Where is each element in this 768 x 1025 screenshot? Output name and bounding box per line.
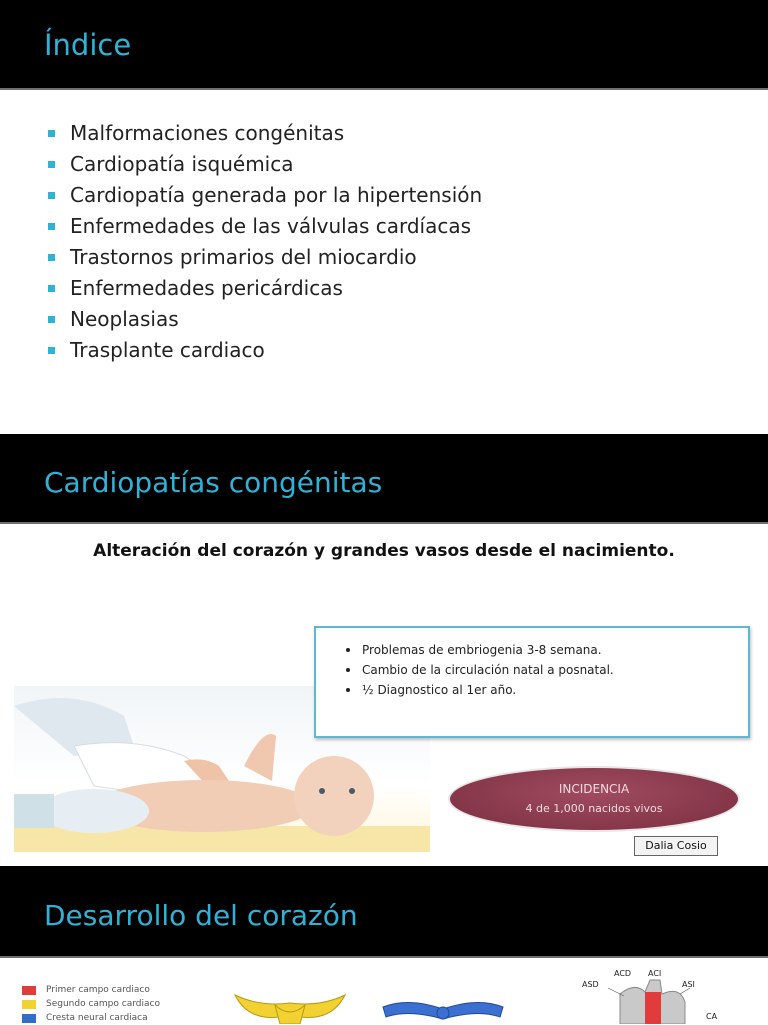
slide-3-title: Desarrollo del corazón — [44, 899, 358, 932]
list-item: Trasplante cardiaco — [48, 335, 482, 366]
incidence-badge — [448, 766, 740, 832]
bullet-square-icon — [48, 347, 55, 354]
list-item: Problemas de embriogenia 3-8 semana. — [346, 640, 614, 660]
list-item: Enfermedades pericárdicas — [48, 273, 482, 304]
legend-swatch — [22, 1000, 36, 1009]
list-item: Cambio de la circulación natal a posnatal. — [346, 660, 614, 680]
slide-1-header — [0, 0, 768, 90]
bullet-square-icon — [48, 192, 55, 199]
list-item: Trastornos primarios del miocardio — [48, 242, 482, 273]
bullet-square-icon — [48, 161, 55, 168]
heart-field-legend — [22, 983, 160, 1025]
diagram-label: ASI — [682, 980, 695, 989]
list-item: Enfermedades de las válvulas cardíacas — [48, 211, 482, 242]
legend-item: Primer campo cardiaco — [22, 983, 160, 997]
list-item: Cardiopatía isquémica — [48, 149, 482, 180]
bullet-dot-icon — [346, 668, 350, 672]
incidence-value: 4 de 1,000 nacidos vivos — [525, 802, 663, 815]
diagram-label: ACD — [614, 969, 632, 978]
cardiac-crescent-diagram — [230, 985, 350, 1024]
legend-swatch — [22, 1014, 36, 1023]
diagram-label: CA — [706, 1012, 718, 1021]
info-box — [314, 626, 750, 738]
author-label: Dalia Cosio — [634, 836, 718, 856]
legend-swatch — [22, 986, 36, 995]
info-list — [346, 640, 614, 700]
legend-item: Cresta neural cardiaca — [22, 1011, 160, 1025]
index-list — [48, 118, 482, 366]
slide-2-title: Cardiopatías congénitas — [44, 466, 383, 499]
heart-tube-diagram — [378, 995, 508, 1024]
list-item: ½ Diagnostico al 1er año. — [346, 680, 614, 700]
slide-2-subtitle: Alteración del corazón y grandes vasos desde el nacimiento. — [93, 541, 675, 561]
incidence-title: INCIDENCIA — [558, 782, 630, 796]
bullet-square-icon — [48, 130, 55, 137]
diagram-label: ACI — [648, 969, 662, 978]
slide-3-header — [0, 866, 768, 958]
slide-2-header — [0, 434, 768, 524]
list-item: Malformaciones congénitas — [48, 118, 482, 149]
diagram-label: ASD — [582, 980, 599, 989]
bullet-dot-icon — [346, 648, 350, 652]
bullet-square-icon — [48, 254, 55, 261]
bullet-dot-icon — [346, 688, 350, 692]
bullet-square-icon — [48, 285, 55, 292]
legend-item: Segundo campo cardiaco — [22, 997, 160, 1011]
slide-1-title: Índice — [44, 28, 132, 62]
bullet-square-icon — [48, 223, 55, 230]
bullet-square-icon — [48, 316, 55, 323]
list-item: Cardiopatía generada por la hipertensión — [48, 180, 482, 211]
list-item: Neoplasias — [48, 304, 482, 335]
